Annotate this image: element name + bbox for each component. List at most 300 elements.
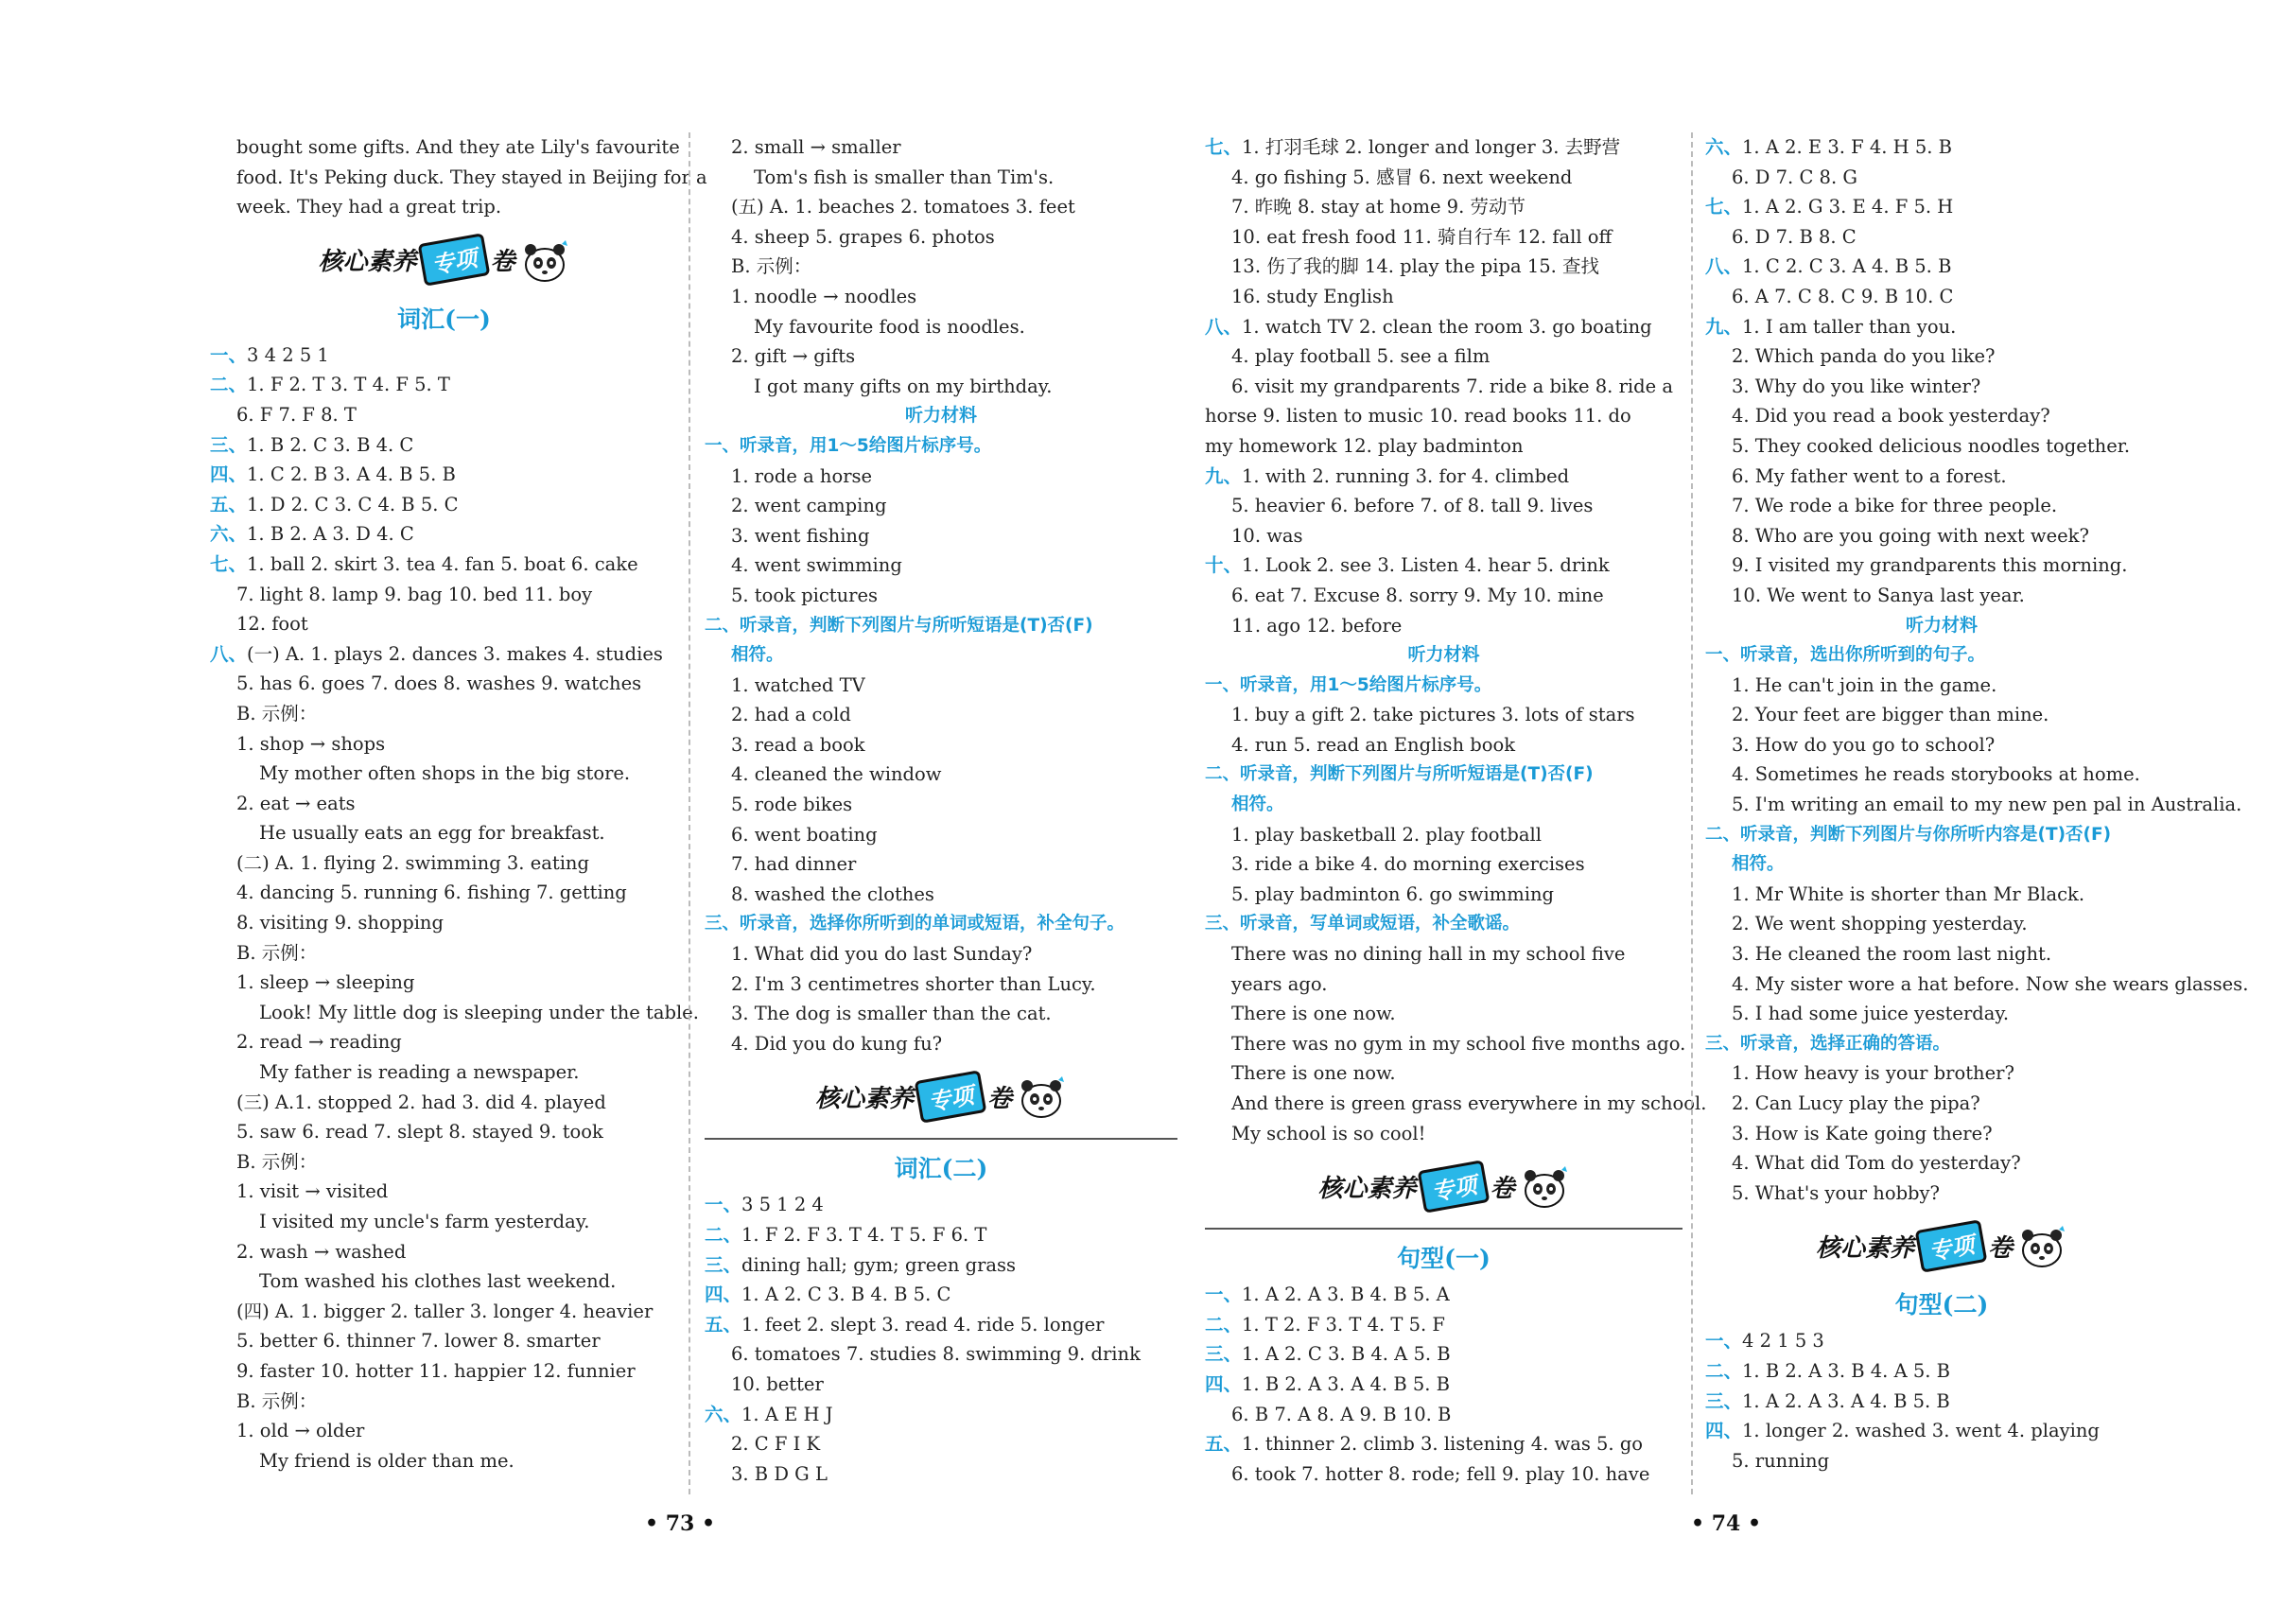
question-number: 九、 <box>1205 464 1243 487</box>
question-instruction <box>705 431 1177 462</box>
answer-line <box>1205 192 1682 222</box>
answer-line <box>1205 341 1682 372</box>
answer-line <box>210 550 678 580</box>
line-text: 4. Did you do kung fu? <box>731 1032 943 1055</box>
line-text: 1. B 2. A 3. B 4. A 5. B <box>1742 1359 1950 1382</box>
answer-line <box>210 998 699 1028</box>
question-number: 七、 <box>1705 196 1743 218</box>
answer-line <box>1705 730 2178 760</box>
column-2 <box>705 132 1177 1489</box>
line-text: There is one now. <box>1231 1062 1396 1085</box>
answer-line <box>705 1339 1177 1370</box>
question-instruction <box>705 909 1177 939</box>
banner-suffix: 卷 <box>987 1084 1013 1113</box>
line-text: 1. A 2. C 3. B 4. B 5. C <box>741 1283 951 1306</box>
line-text: 2. wash → washed <box>236 1240 407 1263</box>
line-text: 6. F 7. F 8. T <box>236 403 357 426</box>
line-text: week. They had a great trip. <box>236 196 502 218</box>
line-text: 2. Can Lucy play the pipa? <box>1732 1092 1980 1114</box>
answer-line <box>1705 252 2178 282</box>
line-text: 3 5 1 2 4 <box>741 1194 824 1216</box>
answer-line <box>705 880 1177 910</box>
answer-line <box>210 490 678 520</box>
answer-line <box>210 1057 678 1088</box>
banner-text: 核心素养 <box>318 248 417 277</box>
banner-logo <box>210 222 678 298</box>
section-banner <box>1705 1208 2178 1283</box>
line-text: 1. watch TV 2. clean the room 3. go boating <box>1242 315 1652 338</box>
answer-line <box>1205 1339 1682 1370</box>
answer-line <box>1205 820 1682 850</box>
answer-line <box>210 729 678 760</box>
line-text: horse 9. listen to music 10. read books 11. do <box>1205 405 1631 428</box>
answer-line <box>1705 1148 2178 1179</box>
line-text: 9. I visited my grandparents this morning. <box>1732 554 2128 577</box>
answer-line <box>705 730 1177 760</box>
line-text: (三) A.1. stopped 2. had 3. did 4. played <box>236 1091 606 1113</box>
line-text: 词汇(一) <box>397 305 491 333</box>
answer-line <box>210 400 678 430</box>
line-text: B. 示例： <box>236 941 318 964</box>
line-text: 3. read a book <box>731 733 865 756</box>
answer-line <box>1205 132 1682 163</box>
column-4 <box>1705 132 2249 1476</box>
line-text: 1. How heavy is your brother? <box>1732 1062 2014 1085</box>
answer-line <box>705 462 1177 492</box>
column-divider <box>1691 132 1693 1494</box>
line-text: 1. A 2. A 3. A 4. B 5. B <box>1742 1389 1950 1412</box>
line-text: 2. went camping <box>731 495 887 517</box>
answer-line <box>705 820 1177 850</box>
question-number: 六、 <box>1705 136 1743 158</box>
answer-line <box>210 1297 678 1327</box>
answer-line <box>210 1446 678 1476</box>
section-banner <box>1205 1148 1682 1230</box>
line-text: 5. has 6. goes 7. does 8. washes 9. watches <box>236 672 642 695</box>
answer-line <box>1705 999 2178 1029</box>
question-instruction <box>1705 640 2178 671</box>
answer-line <box>1705 222 2178 253</box>
answer-line <box>1705 1089 2178 1119</box>
answer-line <box>705 1029 1177 1059</box>
answer-line <box>1205 849 1682 880</box>
line-text: 2. C F I K <box>731 1433 821 1456</box>
line-text: 1. B 2. A 3. D 4. C <box>247 523 414 546</box>
answer-line <box>210 1177 678 1207</box>
answer-line <box>705 252 1177 282</box>
answer-line <box>1205 939 1682 969</box>
question-instruction <box>705 640 1177 671</box>
answer-line <box>705 1280 1177 1310</box>
line-text: 1. noodle → noodles <box>731 285 917 307</box>
line-text: 5. I had some juice yesterday. <box>1732 1003 2010 1025</box>
line-text: 1. A 2. A 3. B 4. B 5. A <box>1242 1283 1450 1306</box>
answer-line <box>705 1190 1177 1220</box>
answer-line <box>1705 760 2178 790</box>
answer-line <box>1205 222 1682 253</box>
answer-line <box>1205 1058 1682 1089</box>
question-number: 八、 <box>1705 255 1743 278</box>
answer-line <box>1705 462 2178 492</box>
answer-line <box>210 1266 678 1297</box>
line-text: 1. C 2. C 3. A 4. B 5. B <box>1742 255 1952 278</box>
panda-mascot-icon <box>1519 1162 1570 1210</box>
page-number-74: • 74 • <box>1691 1511 1762 1536</box>
line-text: 1. shop → shops <box>236 732 386 755</box>
page-number-73: • 73 • <box>645 1511 716 1536</box>
banner-text: 核心素养 <box>1815 1233 1914 1263</box>
line-text: 1. old → older <box>236 1420 365 1442</box>
line-text: 1. thinner 2. climb 3. listening 4. was 5. go <box>1242 1433 1644 1456</box>
answer-line <box>1205 880 1682 910</box>
line-text: My favourite food is noodles. <box>754 315 1025 338</box>
line-text: 1. with 2. running 3. for 4. climbed <box>1242 464 1570 487</box>
answer-line <box>705 1459 1177 1490</box>
line-text: 6. D 7. C 8. G <box>1732 166 1857 188</box>
line-text: B. 示例： <box>236 702 318 725</box>
line-text: 1. longer 2. washed 3. went 4. playing <box>1742 1420 2100 1442</box>
answer-line <box>210 1117 678 1147</box>
answer-line <box>1705 790 2242 820</box>
line-text: 一、听录音，用1～5给图片标序号。 <box>1205 674 1492 695</box>
line-text: 7. had dinner <box>731 853 857 876</box>
answer-line <box>1705 1119 2178 1149</box>
question-number: 五、 <box>705 1313 742 1336</box>
line-text: 4 2 1 5 3 <box>1742 1330 1824 1353</box>
answer-line <box>210 848 678 879</box>
answer-line <box>210 759 678 789</box>
answer-line <box>705 550 1177 581</box>
section-heading <box>705 1147 1177 1190</box>
line-text: 听力材料 <box>1905 614 1978 636</box>
line-text: 1. D 2. C 3. C 4. B 5. C <box>247 493 459 515</box>
panda-mascot-icon <box>1016 1073 1067 1120</box>
line-text: 10. was <box>1231 524 1303 547</box>
answer-line <box>705 671 1177 701</box>
line-text: 4. run 5. read an English book <box>1231 733 1516 756</box>
line-text: 4. went swimming <box>731 554 902 577</box>
answer-line <box>210 699 678 729</box>
question-instruction <box>1205 790 1682 820</box>
answer-line <box>705 521 1177 551</box>
line-text: 9. faster 10. hotter 11. happier 12. funnier <box>236 1359 636 1382</box>
line-text: Tom's fish is smaller than Tim's. <box>754 166 1055 188</box>
answer-line <box>1705 1326 2178 1356</box>
answer-line <box>1705 163 2178 193</box>
answer-line <box>1205 611 1682 641</box>
line-text: 6. visit my grandparents 7. ride a bike 8. ride a <box>1231 375 1673 397</box>
line-text: 5. took pictures <box>731 584 879 606</box>
line-text: 句型(二) <box>1894 1291 1989 1319</box>
answer-line <box>210 1207 678 1237</box>
answer-line <box>210 609 678 639</box>
answer-line <box>210 639 678 670</box>
line-text: B. 示例： <box>236 1150 318 1173</box>
banner-tag: 专项 <box>417 234 490 287</box>
line-text: 10. better <box>731 1372 824 1395</box>
answer-line <box>705 939 1177 969</box>
line-text: 相符。 <box>731 645 784 666</box>
line-text: 1. ball 2. skirt 3. tea 4. fan 5. boat 6. cake <box>247 552 638 575</box>
question-number: 五、 <box>210 493 248 515</box>
answer-line <box>1705 1058 2178 1089</box>
line-text: food. It's Peking duck. They stayed in Beijing for a <box>236 166 707 188</box>
line-text: And there is green grass everywhere in my school. <box>1231 1092 1707 1114</box>
question-number: 七、 <box>210 552 248 575</box>
question-number: 四、 <box>1205 1372 1243 1395</box>
banner-suffix: 卷 <box>1988 1233 2014 1263</box>
line-text: 1. visit → visited <box>236 1180 389 1203</box>
line-text: 2. We went shopping yesterday. <box>1732 913 2028 935</box>
answer-line <box>1205 1400 1682 1430</box>
line-text: 二、听录音，判断下列图片与所听短语是(T)否(F) <box>705 615 1093 636</box>
line-text: 1. play basketball 2. play football <box>1231 823 1542 846</box>
answer-line <box>705 1400 1177 1430</box>
line-text: 8. washed the clothes <box>731 882 934 905</box>
answer-line <box>705 282 1177 312</box>
column-3 <box>1205 132 1707 1489</box>
answer-line <box>1705 1446 2178 1476</box>
banner-text: 核心素养 <box>1317 1174 1417 1203</box>
line-text: 12. foot <box>236 613 308 636</box>
line-text: 3. He cleaned the room last night. <box>1732 943 2052 966</box>
line-text: 16. study English <box>1231 285 1394 307</box>
banner-title <box>815 1073 1067 1120</box>
line-text: My mother often shops in the big store. <box>259 762 631 785</box>
answer-line <box>705 1310 1177 1340</box>
question-instruction <box>1705 849 2178 880</box>
answer-line <box>1705 372 2178 402</box>
question-number: 二、 <box>210 374 248 396</box>
line-text: 1. 打羽毛球 2. longer and longer 3. 去野营 <box>1242 136 1621 158</box>
question-number: 五、 <box>1205 1433 1243 1456</box>
line-text: 1. rode a horse <box>731 464 873 487</box>
line-text: 词汇(二) <box>894 1155 988 1183</box>
line-text: 1. A 2. G 3. E 4. F 5. H <box>1742 196 1954 218</box>
banner-suffix: 卷 <box>490 248 515 277</box>
line-text: 8. Who are you going with next week? <box>1732 524 2089 547</box>
line-text: 4. What did Tom do yesterday? <box>1732 1152 2021 1175</box>
answer-line <box>705 491 1177 521</box>
answer-line <box>1705 1387 2178 1417</box>
line-text: 1. buy a gift 2. take pictures 3. lots of stars <box>1231 704 1635 726</box>
answer-line <box>705 1220 1177 1250</box>
line-text: 听力材料 <box>904 405 977 427</box>
line-text: 三、听录音，写单词或短语，补全歌谣。 <box>1205 914 1521 934</box>
line-text: 8. visiting 9. shopping <box>236 912 444 934</box>
section-heading <box>210 298 678 341</box>
line-text: 二、听录音，判断下列图片与你所听内容是(T)否(F) <box>1705 824 2112 845</box>
line-text: 13. 伤了我的脚 14. play the pipa 15. 查找 <box>1231 255 1600 278</box>
answer-line <box>705 700 1177 730</box>
answer-line <box>705 1370 1177 1400</box>
question-number: 八、 <box>210 642 248 665</box>
answer-line <box>210 163 707 193</box>
line-text: 4. My sister wore a hat before. Now she wears glasses. <box>1732 972 2249 995</box>
line-text: 二、听录音，判断下列图片与所听短语是(T)否(F) <box>1205 764 1594 785</box>
answer-line <box>1205 163 1682 193</box>
question-instruction <box>1205 760 1682 790</box>
answer-line <box>210 192 678 222</box>
line-text: 3. The dog is smaller than the cat. <box>731 1003 1052 1025</box>
answer-line <box>1205 581 1682 611</box>
answer-line <box>210 460 678 490</box>
line-text: bought some gifts. And they ate Lily's favourite <box>236 136 680 158</box>
banner-tag: 专项 <box>1915 1219 1988 1272</box>
line-text: 5. rode bikes <box>731 794 853 816</box>
banner-tag: 专项 <box>1417 1160 1490 1213</box>
banner-suffix: 卷 <box>1490 1174 1515 1203</box>
answer-line <box>1205 1029 1686 1059</box>
line-text: 2. I'm 3 centimetres shorter than Lucy. <box>731 972 1096 995</box>
answer-line <box>1205 730 1682 760</box>
line-text: B. 示例： <box>236 1389 318 1412</box>
line-text: He usually eats an egg for breakfast. <box>259 822 605 845</box>
answer-line <box>705 163 1177 193</box>
answer-line <box>210 370 678 400</box>
answer-line <box>705 222 1177 253</box>
question-instruction <box>1205 671 1682 701</box>
answer-line <box>210 519 678 550</box>
line-text: 1. A 2. C 3. B 4. A 5. B <box>1242 1343 1451 1366</box>
line-text: 1. sleep → sleeping <box>236 971 415 994</box>
line-text: 10. eat fresh food 11. 骑自行车 12. fall off <box>1231 225 1613 248</box>
answer-line <box>210 669 678 699</box>
answer-line <box>1705 969 2249 1000</box>
answer-line <box>210 1027 678 1057</box>
question-number: 十、 <box>1205 554 1243 577</box>
answer-line <box>1205 431 1682 462</box>
banner-text: 核心素养 <box>814 1084 914 1113</box>
line-text: 5. They cooked delicious noodles together. <box>1732 434 2131 457</box>
line-text: 1. C 2. B 3. A 4. B 5. B <box>247 463 456 486</box>
answer-line <box>705 1250 1177 1281</box>
banner-title <box>318 236 569 284</box>
answer-line <box>210 878 678 908</box>
line-text: 7. 昨晚 8. stay at home 9. 劳动节 <box>1231 196 1526 218</box>
line-text: 5. What's your hobby? <box>1732 1181 1941 1204</box>
line-text: 1. B 2. C 3. B 4. C <box>247 433 414 456</box>
answer-line <box>1705 312 2178 342</box>
answer-line <box>210 1356 678 1387</box>
line-text: 1. B 2. A 3. A 4. B 5. B <box>1242 1372 1450 1395</box>
banner-logo <box>705 1058 1177 1134</box>
answer-line <box>210 818 678 848</box>
section-heading <box>1205 1237 1682 1280</box>
panda-mascot-icon <box>2016 1222 2067 1269</box>
line-text: 4. dancing 5. running 6. fishing 7. getting <box>236 882 627 904</box>
line-text: 6. took 7. hotter 8. rode; fell 9. play 10. have <box>1231 1462 1650 1485</box>
answer-line <box>210 341 678 371</box>
line-text: 4. sheep 5. grapes 6. photos <box>731 225 995 248</box>
line-text: 6. eat 7. Excuse 8. sorry 9. My 10. mine <box>1231 584 1604 606</box>
line-text: 11. ago 12. before <box>1231 614 1403 637</box>
answer-line <box>1205 999 1682 1029</box>
line-text: 7. light 8. lamp 9. bag 10. bed 11. boy <box>236 583 593 605</box>
answer-line <box>210 1387 678 1417</box>
answer-line <box>1705 880 2178 910</box>
answer-line <box>1705 1416 2178 1446</box>
section-banner <box>210 222 678 298</box>
line-text: 一、听录音，选出你所听到的句子。 <box>1705 645 1986 666</box>
line-text: 2. gift → gifts <box>731 345 856 368</box>
line-text: 3. Why do you like winter? <box>1732 375 1981 397</box>
line-text: 2. Your feet are bigger than mine. <box>1732 704 2049 726</box>
answer-line <box>1705 521 2178 551</box>
answer-line <box>210 580 678 610</box>
answer-line <box>705 790 1177 820</box>
line-text: 6. A 7. C 8. C 9. B 10. C <box>1732 285 1954 307</box>
line-text: (一) A. 1. plays 2. dances 3. makes 4. studies <box>247 642 663 665</box>
line-text: dining hall; gym; green grass <box>741 1253 1017 1276</box>
banner-title <box>1317 1162 1569 1210</box>
line-text: 1. T 2. F 3. T 4. T 5. F <box>1242 1313 1445 1336</box>
answer-line <box>210 789 678 819</box>
answer-line <box>705 372 1177 402</box>
line-text: 7. We rode a bike for three people. <box>1732 495 2058 517</box>
question-number: 一、 <box>705 1194 742 1216</box>
line-text: 3. ride a bike 4. do morning exercises <box>1231 853 1585 876</box>
question-number: 三、 <box>210 433 248 456</box>
question-number: 一、 <box>1205 1283 1243 1306</box>
line-text: 句型(一) <box>1397 1245 1491 1273</box>
line-text: 1. F 2. F 3. T 4. T 5. F 6. T <box>741 1224 987 1246</box>
line-text: 1. A 2. E 3. F 4. H 5. B <box>1742 136 1953 158</box>
line-text: 1. F 2. T 3. T 4. F 5. T <box>247 374 450 396</box>
question-instruction <box>1705 1029 2178 1059</box>
answer-line <box>210 938 678 969</box>
panda-mascot-icon <box>519 236 570 284</box>
question-number: 二、 <box>1205 1313 1243 1336</box>
answer-line <box>210 132 678 163</box>
line-text: 2. small → smaller <box>731 136 901 158</box>
line-text: 相符。 <box>1732 854 1785 875</box>
question-number: 一、 <box>1705 1330 1743 1353</box>
answer-line <box>1205 1459 1682 1490</box>
answer-line <box>1205 252 1682 282</box>
answer-line <box>705 132 1177 163</box>
banner-rule <box>1205 1228 1682 1230</box>
line-text: 6. B 7. A 8. A 9. B 10. B <box>1231 1403 1452 1425</box>
listening-material-heading <box>705 401 1177 431</box>
answer-line <box>1705 581 2178 611</box>
answer-line <box>705 849 1177 880</box>
listening-material-heading <box>1705 611 2178 641</box>
answer-line <box>705 969 1177 1000</box>
answer-line <box>1205 1429 1682 1459</box>
column-1 <box>210 132 707 1476</box>
line-text: 2. Which panda do you like? <box>1732 345 1996 368</box>
question-number: 三、 <box>1705 1389 1743 1412</box>
answer-line <box>210 908 678 938</box>
answer-line <box>1205 312 1682 342</box>
line-text: My friend is older than me. <box>259 1449 514 1472</box>
line-text: 1. I am taller than you. <box>1742 315 1957 338</box>
answer-line <box>1205 401 1682 431</box>
line-text: Look! My little dog is sleeping under the table. <box>259 1001 699 1023</box>
answer-line <box>1205 1370 1682 1400</box>
line-text: 4. play football 5. see a film <box>1231 345 1491 368</box>
question-number: 六、 <box>705 1403 742 1425</box>
line-text: 一、听录音，用1～5给图片标序号。 <box>705 435 992 456</box>
banner-tag: 专项 <box>915 1070 987 1123</box>
answer-line <box>1705 700 2178 730</box>
line-text: 1. Look 2. see 3. Listen 4. hear 5. drink <box>1242 554 1610 577</box>
line-text: 1. Mr White is shorter than Mr Black. <box>1732 882 2085 905</box>
answer-line <box>705 1429 1177 1459</box>
line-text: 5. I'm writing an email to my new pen pal in Australia. <box>1732 794 2242 816</box>
question-number: 九、 <box>1705 315 1743 338</box>
